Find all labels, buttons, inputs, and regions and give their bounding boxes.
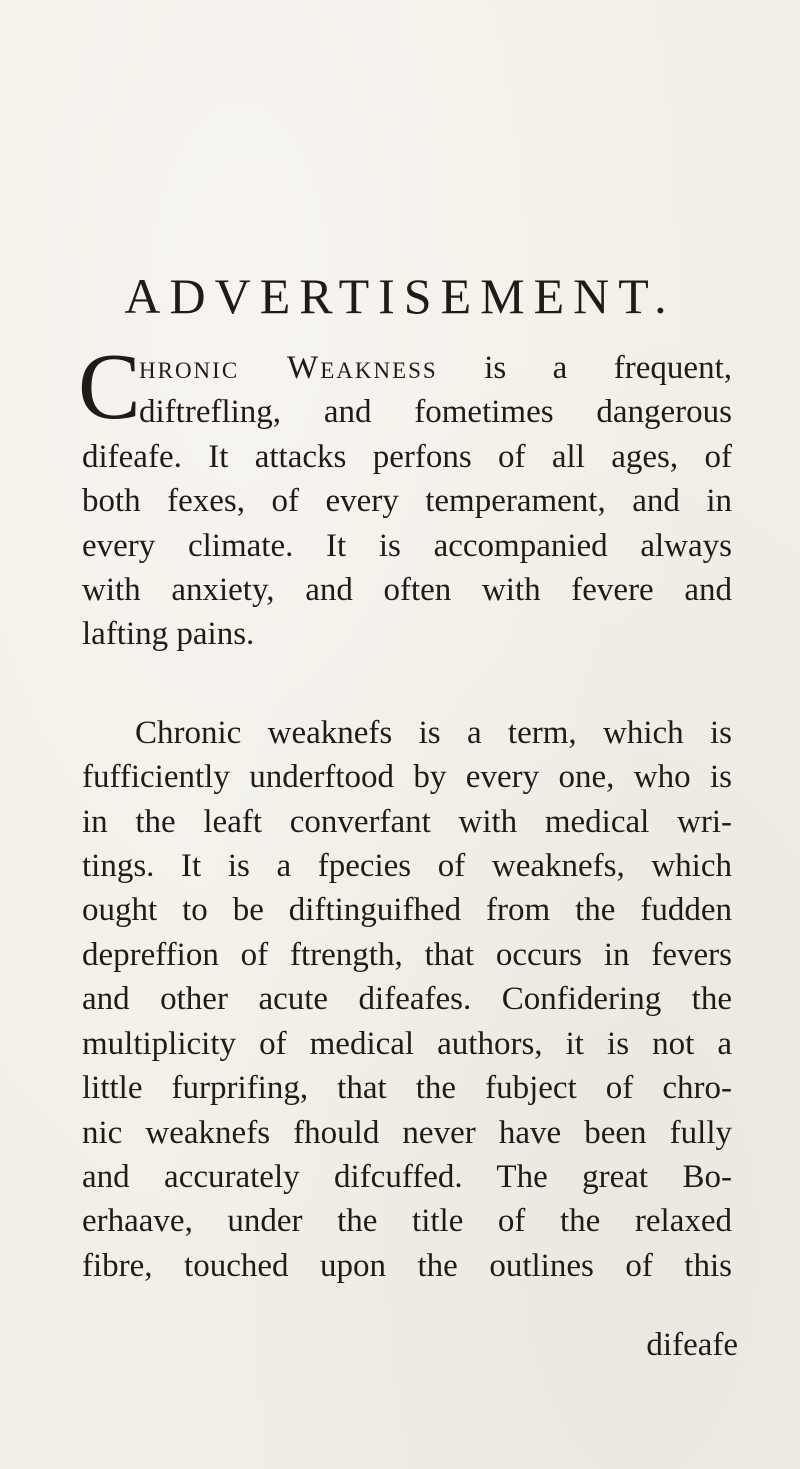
text-line: both fexes, of every temperament, and in bbox=[82, 483, 732, 520]
drop-cap: C bbox=[78, 335, 141, 439]
text-line: Chronic weaknefs is a term, which is bbox=[135, 714, 732, 751]
text-line: depreffion of ftrength, that occurs in fevers bbox=[82, 936, 732, 973]
text-line: diftrefling, and fometimes dangerous bbox=[139, 394, 732, 431]
text-line: tings. It is a fpecies of weaknefs, which bbox=[82, 848, 732, 885]
page-heading: ADVERTISEMENT. bbox=[124, 268, 676, 324]
text-line-content: hronic Weakness is a frequent, bbox=[139, 350, 732, 386]
text-line: difeafe. It attacks perfons of all ages, of bbox=[82, 438, 732, 475]
paragraph-1 bbox=[78, 335, 732, 657]
text-line bbox=[82, 346, 732, 390]
text-line: lafting pains. bbox=[82, 616, 255, 653]
text-line: fibre, touched upon the outlines of this bbox=[82, 1247, 732, 1284]
text-line: little furprifing, that the fubject of chro- bbox=[82, 1070, 732, 1107]
text-line: and other acute difeafes. Confidering the bbox=[82, 981, 732, 1018]
body-text bbox=[78, 335, 732, 1288]
text-line: nic weaknefs fhould never have been fully bbox=[82, 1114, 732, 1151]
text-line: fufficiently underftood by every one, who is bbox=[82, 759, 732, 796]
text-line: every climate. It is accompanied always bbox=[82, 527, 732, 564]
paragraph-2 bbox=[82, 711, 732, 1288]
text-line: multiplicity of medical authors, it is not a bbox=[82, 1025, 732, 1062]
catchword: difeafe bbox=[646, 1327, 738, 1363]
text-line: and accurately difcuffed. The great Bo- bbox=[82, 1158, 732, 1195]
text-line: with anxiety, and often with fevere and bbox=[82, 572, 732, 609]
text-line: ought to be diftinguifhed from the fudden bbox=[82, 892, 732, 929]
text-line: in the leaft converfant with medical wri- bbox=[82, 803, 732, 840]
text-line: erhaave, under the title of the relaxed bbox=[82, 1203, 732, 1240]
